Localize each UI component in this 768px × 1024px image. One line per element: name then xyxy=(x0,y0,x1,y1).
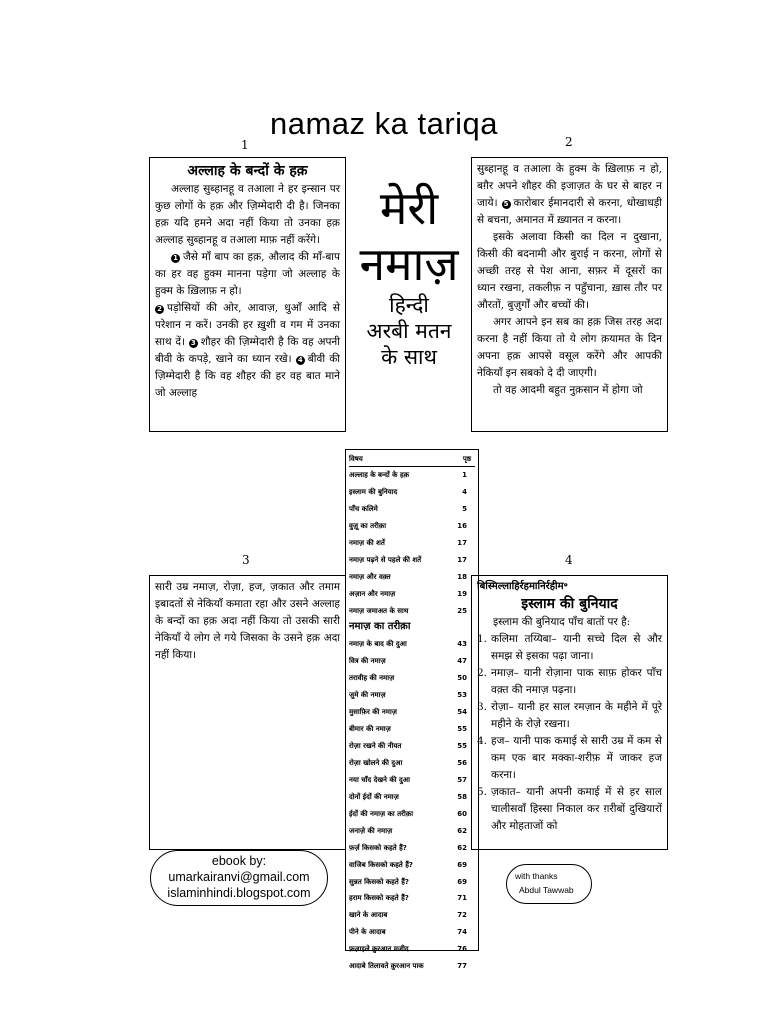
bullet-number: 5 xyxy=(502,200,511,209)
toc-label: ईदों की नमाज़ का तरीक़ा xyxy=(349,809,414,818)
toc-row[interactable] xyxy=(349,569,475,586)
list-number: 2. xyxy=(477,667,488,679)
toc-label: सुन्नत किसको कहते हैं? xyxy=(349,877,409,886)
panel-4-intro: इस्लाम की बुनियाद पाँच बातों पर है: xyxy=(493,616,631,628)
toc-page: 43 xyxy=(457,640,467,649)
toc-page: 4 xyxy=(462,487,467,496)
toc-label: अज़ान और नमाज़ xyxy=(349,589,396,598)
toc-row[interactable] xyxy=(349,501,475,518)
toc-label: पीने के आदाब xyxy=(349,928,386,937)
toc-label: आदाबे तिलावते क़ुरआन पाक xyxy=(349,962,424,971)
list-item xyxy=(477,631,662,665)
toc-col-page: पृष्ठ xyxy=(462,455,471,463)
toc-label: इस्लाम की बुनियाद xyxy=(349,487,398,496)
toc-row[interactable] xyxy=(349,755,475,772)
panel-2-para: अगर आपने इन सब का हक़ जिस तरह अदा करना है नहीं किया तो ये लोग क़यामत के दिन अपना हक़ आपसे वसूल करेंगे और आपकी नेकियाँ इन सबको दे दी जाएगी। xyxy=(477,316,662,379)
page-number-4: 4 xyxy=(565,553,573,567)
para-text: कारोबार ईमानदारी से करना, धोखाधड़ी से बचना, अमानत में ख़्यानत न करना। xyxy=(477,197,662,226)
book-cover-title xyxy=(350,180,468,370)
toc-row[interactable] xyxy=(349,789,475,806)
para-text: सुब्हानहू व तआला के हुक्म के ख़िलाफ़ न हो, बग़ैर अपने शौहर की इजाज़त के घर से बाहर न जाये। xyxy=(477,163,662,209)
toc-page: 76 xyxy=(457,945,467,954)
panel-2-para: इसके अलावा किसी का दिल न दुखाना, किसी की बदनामी और बुराई न करना, लोगों से अच्छी तरह से पेश आना, सफ़र में दूसरों का ध्यान रखना, तकलीफ़ न पहुँचाना, ख़ास तौर पर औरतों, बुज़ुर्गों और बच्चों की। xyxy=(477,231,662,311)
ebook-credit xyxy=(150,850,328,906)
toc-header xyxy=(349,452,475,467)
toc-row[interactable] xyxy=(349,467,475,484)
list-number: 3. xyxy=(477,701,488,713)
toc-label: पाँच कलिमे xyxy=(349,504,378,513)
list-item xyxy=(477,699,662,733)
list-number: 4. xyxy=(477,735,488,747)
page-4-panel xyxy=(471,575,668,850)
toc-row[interactable] xyxy=(349,857,475,874)
toc-page: 17 xyxy=(457,538,467,547)
toc-page: 17 xyxy=(457,555,467,564)
toc-page: 56 xyxy=(457,758,467,767)
toc-row[interactable] xyxy=(349,619,475,636)
toc-label: फ़ज़ाइले क़ुरआन मजीद xyxy=(349,945,409,954)
toc-label: फ़र्ज़ किसको कहते हैं? xyxy=(349,843,407,852)
list-text: ज़कात– यानी अपनी कमाई में से हर साल चालीसवाँ हिस्सा निकाल कर ग़रीबों दुखियारों और मोहताजों को xyxy=(491,786,662,832)
page-3-panel xyxy=(149,575,346,850)
toc-page: 16 xyxy=(457,521,467,530)
document-title: namaz ka tariqa xyxy=(269,106,499,141)
panel-1-intro: अल्लाह सुब्हानहू व तआला ने हर इन्सान पर कुछ लोगों के हक़ और ज़िम्मेदारी दी है। जिनका हक़ यदि हमने अदा नहीं किया तो उनका हक़ अल्लाह सुब्हानहू व तआला माफ़ नहीं करेंगे। xyxy=(155,183,340,246)
toc-page: 62 xyxy=(457,843,467,852)
bullet-number: 1 xyxy=(171,254,180,263)
toc-page: 18 xyxy=(457,572,467,581)
toc-label: नमाज़ की शर्ते xyxy=(349,538,385,547)
toc-page: 55 xyxy=(457,742,467,750)
list-number: 5. xyxy=(477,786,488,798)
list-item xyxy=(477,733,662,784)
toc-page: 19 xyxy=(457,589,467,598)
point-text: पड़ोसियों की ओर, आवाज़, धुआँ आदि से परेशान न करें। उनकी हर ख़ुशी व गम में उनका साथ दें। xyxy=(155,302,340,348)
toc-page: 77 xyxy=(457,962,467,971)
toc-page: 58 xyxy=(457,792,467,801)
page-1-panel xyxy=(149,157,346,432)
panel-4-heading: इस्लाम की बुनियाद xyxy=(521,596,618,612)
toc-label: नमाज़ का तरीक़ा xyxy=(349,621,411,633)
toc-label: अल्लाह के बन्दों के हक़ xyxy=(349,471,410,479)
toc-label: खाने के आदाब xyxy=(349,911,388,920)
toc-row[interactable] xyxy=(349,941,475,958)
toc-page: 50 xyxy=(457,674,467,683)
toc-page: 69 xyxy=(457,877,467,886)
point-text: शौहर की ज़िम्मेदारी है कि वह अपनी बीवी के कपड़े, खाने का ध्यान रखे। xyxy=(155,336,340,365)
toc-row[interactable] xyxy=(349,806,475,823)
panel-2-para: तो वह आदमी बहुत नुक़सान में होगा जो xyxy=(493,384,643,396)
bullet-number: 3 xyxy=(189,339,198,348)
list-text: हज– यानी पाक कमाई से सारी उम्र में कम से कम एक बार मक्का-शरीफ़ में जाकर हज करना। xyxy=(491,735,662,781)
toc-label: नमाज़ जमाअत के साथ xyxy=(349,606,409,615)
point-text: बीवी की ज़िम्मेदारी है कि वह शौहर की हर वह बात माने जो अल्लाह xyxy=(155,353,340,399)
toc-row[interactable] xyxy=(349,890,475,907)
toc-row[interactable] xyxy=(349,840,475,857)
page-number-1: 1 xyxy=(241,138,249,152)
toc-label: जुमे की नमाज़ xyxy=(349,691,386,700)
list-text: रोज़ा– यानी हर साल रमज़ान के महीने में पूरे महीने के रोज़े रखना। xyxy=(491,701,662,730)
toc-page: 72 xyxy=(457,911,467,920)
toc-page: 74 xyxy=(457,928,467,937)
cover-line-4: अरबी मतन xyxy=(366,319,452,343)
toc-page: 5 xyxy=(462,504,467,513)
thanks-line-1: with thanks xyxy=(515,871,558,881)
toc-label: रोज़ा रखने की नीयत xyxy=(349,742,402,750)
cover-line-5: के साथ xyxy=(381,345,437,369)
toc-page: 47 xyxy=(457,657,467,666)
thanks-note xyxy=(506,864,592,904)
toc-row[interactable] xyxy=(349,924,475,941)
toc-row[interactable] xyxy=(349,552,475,569)
thanks-line-2: Abdul Tawwab xyxy=(519,885,574,895)
toc-row[interactable] xyxy=(349,518,475,535)
list-text: नमाज़– यानी रोज़ाना पाक साफ़ होकर पाँच वक़्त की नमाज़ पढ़ना। xyxy=(491,667,662,696)
toc-row[interactable] xyxy=(349,687,475,704)
page-number-2: 2 xyxy=(565,135,573,149)
toc-label: मुसाफ़िर की नमाज़ xyxy=(349,708,397,717)
toc-row[interactable] xyxy=(349,823,475,840)
toc-row[interactable] xyxy=(349,586,475,603)
toc-row[interactable] xyxy=(349,603,475,620)
toc-label: तरावीह की नमाज़ xyxy=(349,674,395,683)
toc-row[interactable] xyxy=(349,636,475,653)
toc-page: 1 xyxy=(462,471,467,479)
cover-line-2: नमाज़ xyxy=(359,237,459,291)
cover-line-1: मेरी xyxy=(379,181,439,235)
list-text: कलिमा तय्यिबा– यानी सच्चे दिल से और समझ से इसका पढ़ा जाना। xyxy=(491,633,662,662)
bullet-number: 2 xyxy=(155,305,164,314)
panel-1-heading: अल्लाह के बन्दों के हक़ xyxy=(187,163,308,179)
page-2-panel xyxy=(471,157,668,432)
toc-row[interactable] xyxy=(349,653,475,670)
toc-page: 55 xyxy=(457,725,467,734)
toc-label: नमाज़ पढ़ने से पहले की शर्ते xyxy=(349,555,422,564)
toc-page: 71 xyxy=(457,894,467,903)
list-item xyxy=(477,665,662,699)
toc-label: नमाज़ और वक़्त xyxy=(349,572,391,581)
toc-label: रोज़ा खोलने की दुआ xyxy=(349,758,403,767)
toc-page: 53 xyxy=(457,691,467,700)
toc-label: वित्र की नमाज़ xyxy=(349,657,386,666)
panel-1-point xyxy=(155,249,340,300)
page-number-3: 3 xyxy=(242,553,250,567)
toc-row[interactable] xyxy=(349,907,475,924)
toc-row[interactable] xyxy=(349,484,475,501)
credit-line-1: ebook by: xyxy=(211,854,267,868)
panel-3-text: सारी उम्र नमाज़, रोज़ा, हज, ज़कात और तमाम इबादतों से नेकियाँ कमाता रहा और उसने अल्लाह के बन्दों का हक़ अदा नहीं किया तो उसकी सारी नेकियाँ ये लोग ले गये जिसका के उसने हक़ अदा नहीं किया। xyxy=(155,581,340,661)
panel-2-para xyxy=(477,161,662,229)
toc-row[interactable] xyxy=(349,958,475,975)
toc-label: वाजिब किसको कहते हैं? xyxy=(349,860,413,869)
toc-row[interactable] xyxy=(349,721,475,738)
toc-label: नया चाँद देखने की दुआ xyxy=(349,775,410,784)
list-number: 1. xyxy=(477,633,488,645)
bullet-number: 4 xyxy=(296,356,305,365)
toc-label: जनाज़े की नमाज़ xyxy=(349,826,393,835)
toc-rows xyxy=(349,467,475,975)
panel-1-point xyxy=(155,300,340,402)
toc-row[interactable] xyxy=(349,874,475,891)
toc-row[interactable] xyxy=(349,704,475,721)
toc-label: हराम किसको कहते हैं? xyxy=(349,894,409,903)
toc-row[interactable] xyxy=(349,772,475,789)
toc-page: 69 xyxy=(457,860,467,869)
toc-row[interactable] xyxy=(349,738,475,755)
toc-page: 60 xyxy=(457,809,467,818)
toc-page: 25 xyxy=(457,606,467,615)
point-text: जैसे माँ बाप का हक़, औलाद की माँ-बाप का हर वह हुक्म मानना पड़ेगा जो अल्लाह के हुक्म के ख़िलाफ़ न हो। xyxy=(155,251,340,297)
toc-label: बीमार की नमाज़ xyxy=(349,725,391,734)
table-of-contents xyxy=(345,449,479,971)
toc-page: 62 xyxy=(457,826,467,835)
bismillah: बिस्मिल्लाहिर्रहमानिर्रहीम॰ xyxy=(477,581,568,592)
toc-label: वुज़ू का तरीक़ा xyxy=(349,521,387,530)
toc-label: नमाज़ के बाद की दुआ xyxy=(349,640,407,649)
credit-blog-link[interactable]: islaminhindi.blogspot.com xyxy=(167,886,311,900)
cover-line-3: हिन्दी xyxy=(389,293,429,317)
credit-email[interactable]: umarkairanvi@gmail.com xyxy=(168,870,310,884)
list-item xyxy=(477,784,662,835)
toc-row[interactable] xyxy=(349,670,475,687)
toc-col-subject: विषय xyxy=(349,455,363,463)
toc-page: 54 xyxy=(457,708,467,717)
toc-row[interactable] xyxy=(349,535,475,552)
toc-page: 57 xyxy=(457,775,467,784)
toc-label: दोनों ईदों की नमाज़ xyxy=(349,792,399,801)
